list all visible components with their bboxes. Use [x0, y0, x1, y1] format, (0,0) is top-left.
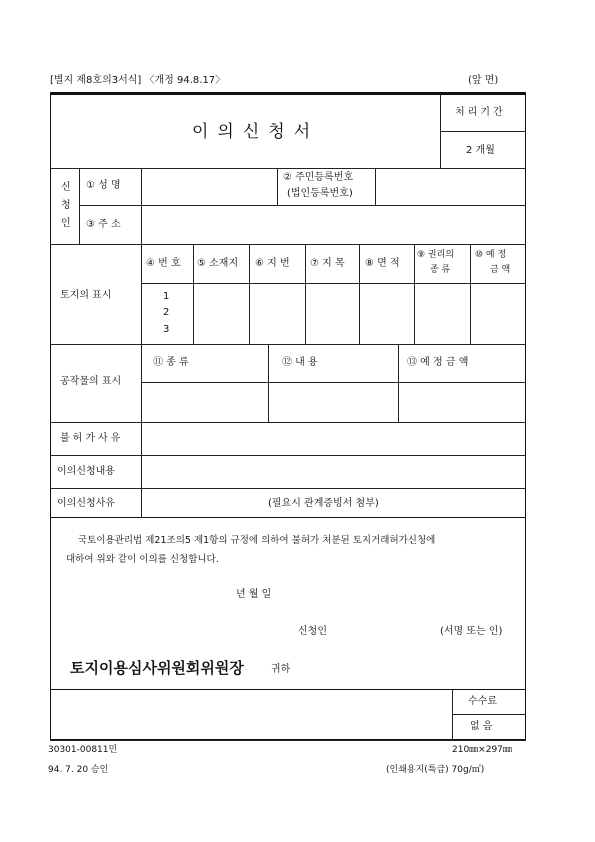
fee-box	[50, 690, 526, 740]
land-section-label: 토지의 표시	[60, 290, 112, 301]
name-label: ① 성 명	[86, 180, 121, 191]
document-title: 이의신청서	[192, 122, 320, 142]
land-header-rights: 종 류	[430, 265, 451, 275]
land-header-location: ⑤ 소재지	[197, 258, 239, 269]
denial-reason-label: 불허가사유	[60, 433, 124, 444]
form-reference: [별지 제8호의3서식] 〈개정 94.8.17〉	[50, 75, 226, 86]
resident-number-label: ② 주민등록번호	[283, 172, 354, 183]
applicant-section-label: 신	[61, 182, 71, 193]
land-header-lot: ⑥ 지 번	[255, 258, 290, 269]
land-header-rights: ⑨ 권리의	[417, 250, 455, 260]
addressee: 토지이용심사위원회위원장	[70, 659, 244, 677]
statement-line-1: 국토이용관리법 제21조의5 제1항의 규정에 의하여 불허가 처분된 토지거래허가신청에	[78, 535, 436, 546]
form-code: 30301-00811민	[48, 745, 118, 755]
attachment-note: (필요시 관계증빙서 첨부)	[268, 498, 379, 509]
applicant-section-label: 청	[61, 200, 71, 211]
fee-value: 없 음	[470, 721, 493, 732]
address-label: ③ 주 소	[86, 219, 121, 230]
page-side-label: (앞 면)	[468, 75, 499, 86]
approval-date: 94. 7. 20 승인	[48, 765, 109, 775]
honorific: 귀하	[271, 664, 291, 675]
statement-line-2: 대하여 위와 같이 이의를 신청합니다.	[66, 554, 219, 565]
land-header-planned-amount: 금 액	[490, 265, 511, 275]
structure-header-planned-amount: ⑬ 예 정 금 액	[407, 357, 469, 368]
land-header-category: ⑦ 지 목	[310, 258, 345, 269]
objection-content-label: 이의신청내용	[57, 466, 115, 477]
land-header-number: ④ 번 호	[146, 258, 181, 269]
land-row-number: 3	[163, 324, 170, 335]
structure-header-type: ⑪ 종 류	[153, 357, 189, 368]
land-header-area: ⑧ 면 적	[365, 258, 400, 269]
structure-header-content: ⑫ 내 용	[282, 357, 318, 368]
signature-note: (서명 또는 인)	[440, 626, 503, 637]
corporate-number-label: (법인등록번호)	[287, 188, 353, 199]
structure-section-label: 공작물의 표시	[60, 376, 122, 387]
land-row-number: 2	[163, 307, 170, 318]
processing-period-label: 처리기간	[455, 107, 506, 118]
paper-size: 210㎜×297㎜	[452, 745, 512, 755]
fee-label: 수수료	[468, 696, 497, 707]
paper-spec: (인쇄용지(특급) 70g/㎡)	[386, 765, 485, 775]
processing-period-value: 2 개월	[466, 145, 495, 156]
land-header-planned-amount: ⑩ 예 정	[475, 250, 507, 260]
land-row-number: 1	[163, 291, 170, 302]
applicant-signature-label: 신청인	[298, 626, 327, 637]
date-line: 년 월 일	[236, 589, 272, 600]
applicant-section-label: 인	[61, 218, 71, 229]
objection-reason-label: 이의신청사유	[57, 498, 115, 509]
